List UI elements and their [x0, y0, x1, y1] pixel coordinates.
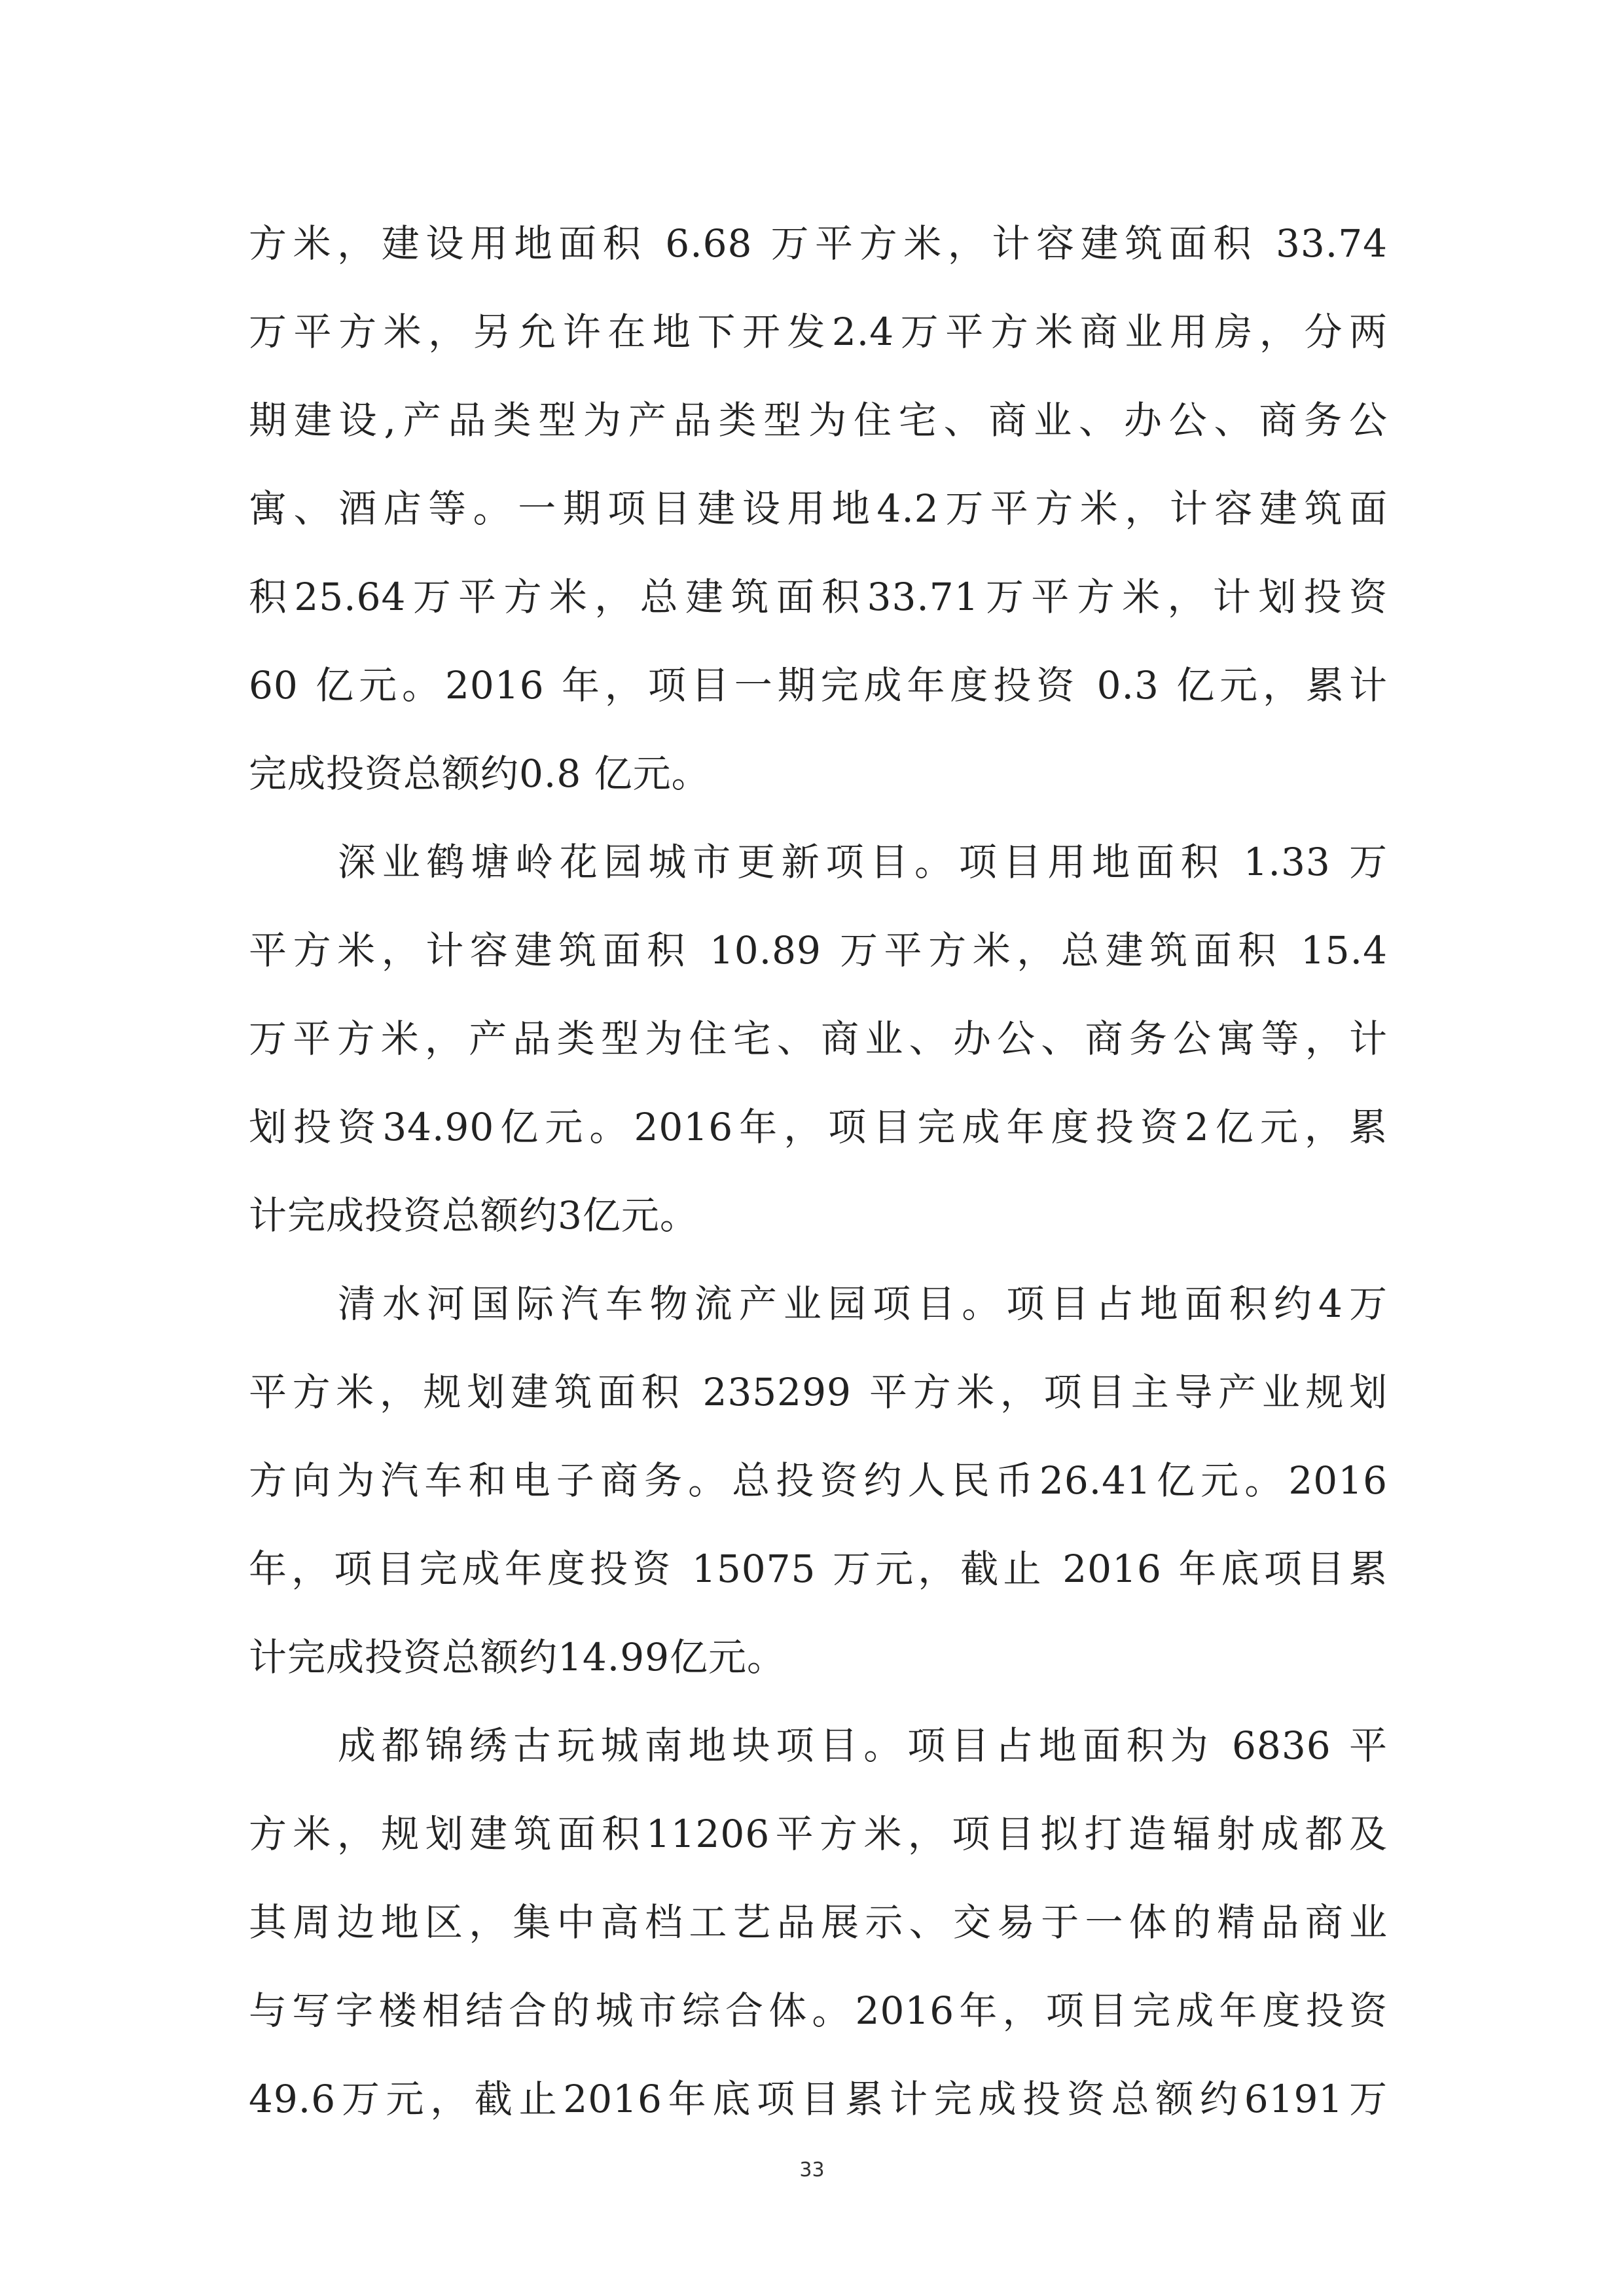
paragraph-3: [249, 1260, 1388, 1702]
paragraph-4: [249, 1702, 1388, 2144]
page-number: 33: [799, 2159, 825, 2181]
text-line: 平方米，规划建筑面积 235299 平方米，项目主导产业规划: [249, 1370, 1388, 1414]
text-line: 49.6万元，截止2016年底项目累计完成投资总额约6191万: [249, 2077, 1388, 2121]
body-text: [249, 200, 1388, 2144]
text-line: 计完成投资总额约14.99亿元。: [249, 1635, 786, 1679]
text-line: 万平方米，另允许在地下开发2.4万平方米商业用房，分两: [249, 310, 1388, 354]
text-line: 划投资34.90亿元。2016年，项目完成年度投资2亿元，累: [249, 1105, 1388, 1149]
text-line: 其周边地区，集中高档工艺品展示、交易于一体的精品商业: [249, 1900, 1388, 1945]
text-line: 方米，建设用地面积 6.68 万平方米，计容建筑面积 33.74: [249, 221, 1388, 266]
text-line: 完成投资总额约0.8 亿元。: [249, 751, 710, 796]
text-line: 年，项目完成年度投资 15075 万元，截止 2016 年底项目累: [249, 1547, 1388, 1591]
text-line: 方向为汽车和电子商务。总投资约人民币26.41亿元。2016: [249, 1458, 1388, 1503]
text-line: 成都锦绣古玩城南地块项目。项目占地面积为 6836 平: [338, 1723, 1388, 1768]
text-line: 平方米，计容建筑面积 10.89 万平方米，总建筑面积 15.4: [249, 928, 1388, 973]
paragraph-2: [249, 818, 1388, 1260]
text-line: 深业鹤塘岭花园城市更新项目。项目用地面积 1.33 万: [338, 840, 1388, 884]
text-line: 方米，规划建筑面积11206平方米，项目拟打造辐射成都及: [249, 1812, 1388, 1856]
text-line: 与写字楼相结合的城市综合体。2016年，项目完成年度投资: [249, 1988, 1388, 2033]
text-line: 万平方米，产品类型为住宅、商业、办公、商务公寓等，计: [249, 1016, 1388, 1061]
text-line: 计完成投资总额约3亿元。: [249, 1193, 698, 1238]
paragraph-1: [249, 200, 1388, 818]
text-line: 清水河国际汽车物流产业园项目。项目占地面积约4万: [338, 1282, 1388, 1326]
text-line: 期建设,产品类型为产品类型为住宅、商业、办公、商务公: [249, 398, 1388, 442]
text-line: 寓、酒店等。一期项目建设用地4.2万平方米，计容建筑面: [249, 486, 1388, 531]
text-line: 积25.64万平方米，总建筑面积33.71万平方米，计划投资: [249, 575, 1388, 619]
text-line: 60 亿元。2016 年，项目一期完成年度投资 0.3 亿元，累计: [249, 663, 1388, 708]
